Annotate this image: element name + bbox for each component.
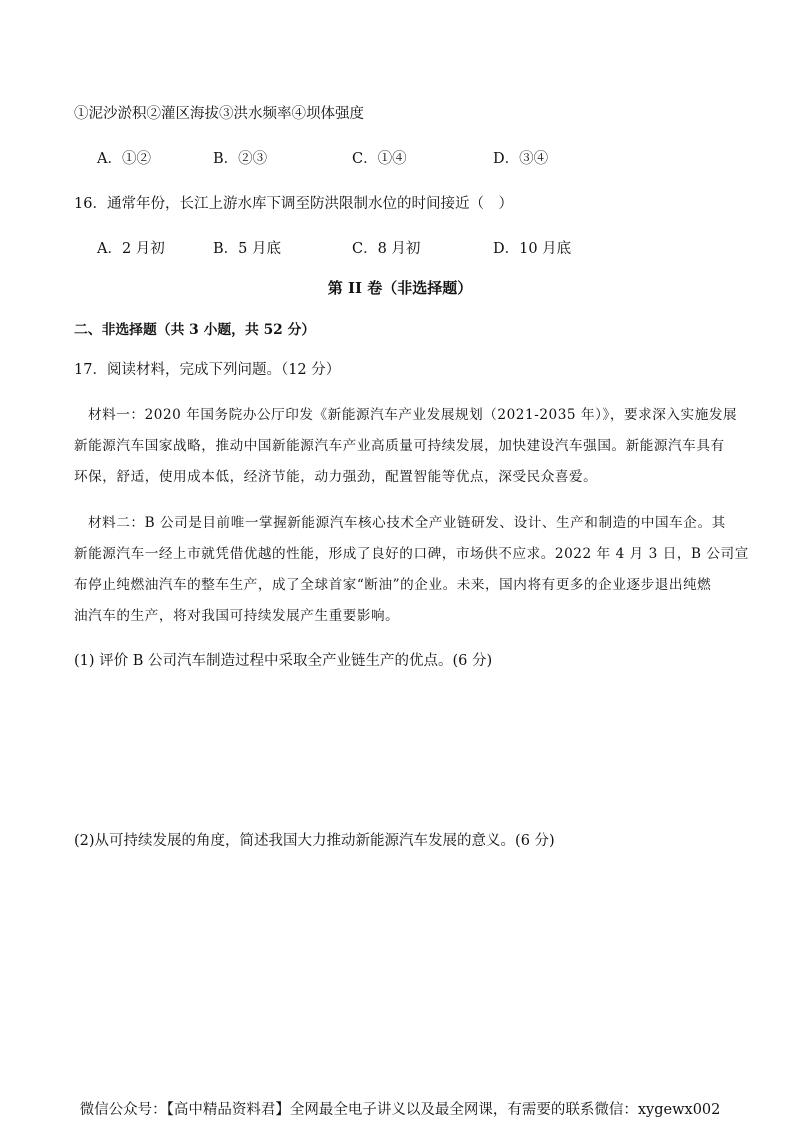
q16-option-c: C．8 月初 [352, 241, 421, 257]
material-1-line: 新能源汽车国家战略，推动中国新能源汽车产业高质量可持续发展，加快建设汽车强国。新能源汽车具有 [74, 438, 725, 454]
q16-option-a: A．2 月初 [97, 241, 165, 257]
q16-option-d: D．10 月底 [493, 241, 572, 257]
footer-notice: 微信公众号：【高中精品资料君】全网最全电子讲义以及最全网课，有需要的联系微信：xygewx002 [79, 1102, 721, 1118]
section-title: 第 II 卷（非选择题） [327, 279, 473, 297]
material-2-line: 新能源汽车一经上市就凭借优越的性能，形成了良好的口碑，市场供不应求。2022 年 4 月 3 日，B 公司宣 [74, 546, 749, 562]
material-2-line: 材料二：B 公司是目前唯一掌握新能源汽车核心技术全产业链研发、设计、生产和制造的中国车企。其 [88, 515, 726, 531]
q16-option-b: B．5 月底 [213, 241, 281, 257]
q15-stem: ①泥沙淤积②灌区海拔③洪水频率④坝体强度 [74, 106, 364, 122]
q17-stem: 17．阅读材料，完成下列问题。（12 分） [74, 362, 341, 378]
q17-subquestion-2: (2)从可持续发展的角度，简述我国大力推动新能源汽车发展的意义。(6 分) [74, 833, 555, 849]
q15-option-d: D．③④ [493, 151, 549, 167]
material-1-line: 材料一：2020 年国务院办公厅印发《新能源汽车产业发展规划（2021-2035 年）》，要求深入实施发展 [88, 407, 738, 423]
q17-subquestion-1: (1) 评价 B 公司汽车制造过程中采取全产业链生产的优点。(6 分) [74, 653, 493, 669]
q15-option-c: C．①④ [352, 151, 407, 167]
material-2-line: 油汽车的生产，将对我国可持续发展产生重要影响。 [74, 608, 400, 624]
material-2-line: 布停止纯燃油汽车的整车生产，成了全球首家“断油”的企业。未来，国内将有更多的企业逐步退出纯燃 [74, 577, 712, 593]
q16-stem: 16．通常年份，长江上游水库下调至防洪限制水位的时间接近（ ） [74, 196, 513, 212]
material-1-line: 环保，舒适，使用成本低，经济节能，动力强劲，配置智能等优点，深受民众喜爱。 [74, 469, 598, 485]
q15-option-b: B．②③ [213, 151, 268, 167]
part-heading: 二、非选择题（共 3 小题，共 52 分） [74, 322, 316, 338]
q15-option-a: A．①② [97, 151, 151, 167]
